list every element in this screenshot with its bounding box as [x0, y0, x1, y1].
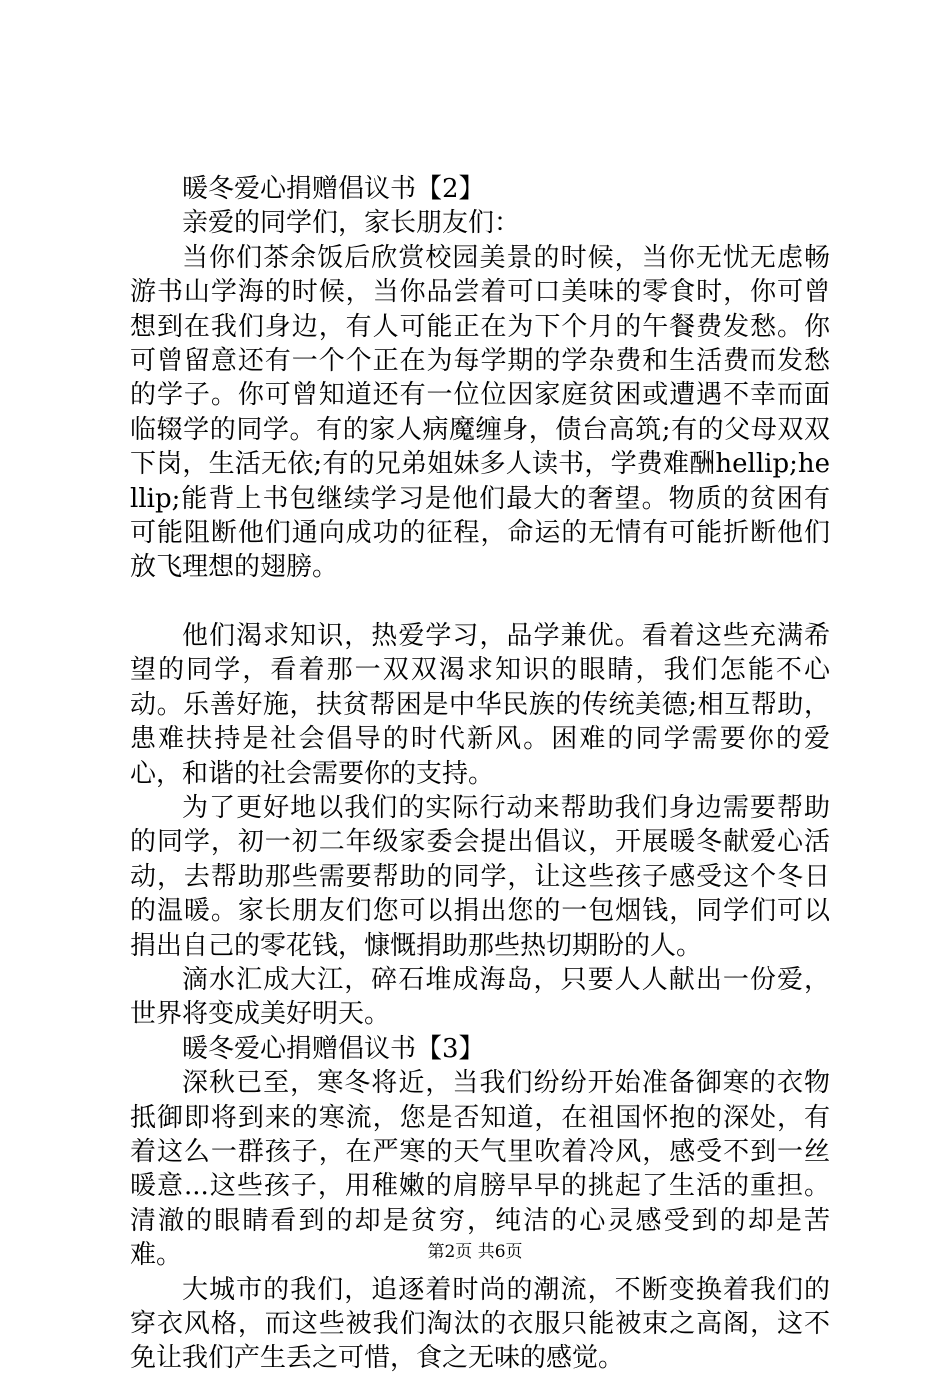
body-paragraph: 他们渴求知识，热爱学习，品学兼优。看着这些充满希望的同学，看着那一双双渴求知识的眼睛，我们怎能不心动。乐善好施，扶贫帮困是中华民族的传统美德;相互帮助，患难扶持是社会倡导的时代新风。困难的同学需要你的爱心，和谐的社会需要你的支持。 [130, 620, 830, 789]
body-paragraph: 滴水汇成大江，碎石堆成海岛，只要人人献出一份爱，世界将变成美好明天。 [130, 964, 830, 1030]
document-body [130, 172, 830, 1376]
body-paragraph: 当你们茶余饭后欣赏校园美景的时候，当你无忧无虑畅游书山学海的时候，当你品尝着可口美味的零食时，你可曾想到在我们身边，有人可能正在为下个月的午餐费发愁。你可曾留意还有一个个正在为每学期的学杂费和生活费而发愁的学子。你可曾知道还有一位位因家庭贫困或遭遇不幸而面临辍学的同学。有的家人病魔缠身，债台高筑;有的父母双双下岗，生活无依;有的兄弟姐妹多人读书，学费难酬hellip;hellip;能背上书包继续学习是他们最大的奢望。物质的贫困有可能阻断他们通向成功的征程，命运的无情有可能折断他们放飞理想的翅膀。 [130, 242, 830, 583]
section-heading-3: 暖冬爱心捐赠倡议书【3】 [182, 1033, 485, 1064]
body-paragraph: 深秋已至，寒冬将近，当我们纷纷开始准备御寒的衣物抵御即将到来的寒流，您是否知道，在祖国怀抱的深处，有着这么一群孩子，在严寒的天气里吹着冷风，感受不到一丝暖意...这些孩子，用稚嫩的肩膀早早的挑起了生活的重担。清澈的眼睛看到的却是贫穷，纯洁的心灵感受到的却是苦难。 [130, 1068, 830, 1271]
body-paragraph: 为了更好地以我们的实际行动来帮助我们身边需要帮助的同学，初一初二年级家委会提出倡议，开展暖冬献爱心活动，去帮助那些需要帮助的同学，让这些孩子感受这个冬日的温暖。家长朋友们您可以捐出您的一包烟钱，同学们可以捐出自己的零花钱，慷慨捐助那些热切期盼的人。 [130, 792, 830, 961]
paragraph-gap [130, 585, 830, 619]
section-heading-2: 暖冬爱心捐赠倡议书【2】 [182, 174, 485, 204]
page-number: 第2页 共6页 [427, 1242, 523, 1262]
salutation: 亲爱的同学们，家长朋友们： [182, 208, 521, 239]
body-paragraph: 大城市的我们，追逐着时尚的潮流，不断变换着我们的穿衣风格，而这些被我们淘汰的衣服只能被束之高阁，这不免让我们产生丢之可惜，食之无味的感觉。 [130, 1274, 830, 1374]
